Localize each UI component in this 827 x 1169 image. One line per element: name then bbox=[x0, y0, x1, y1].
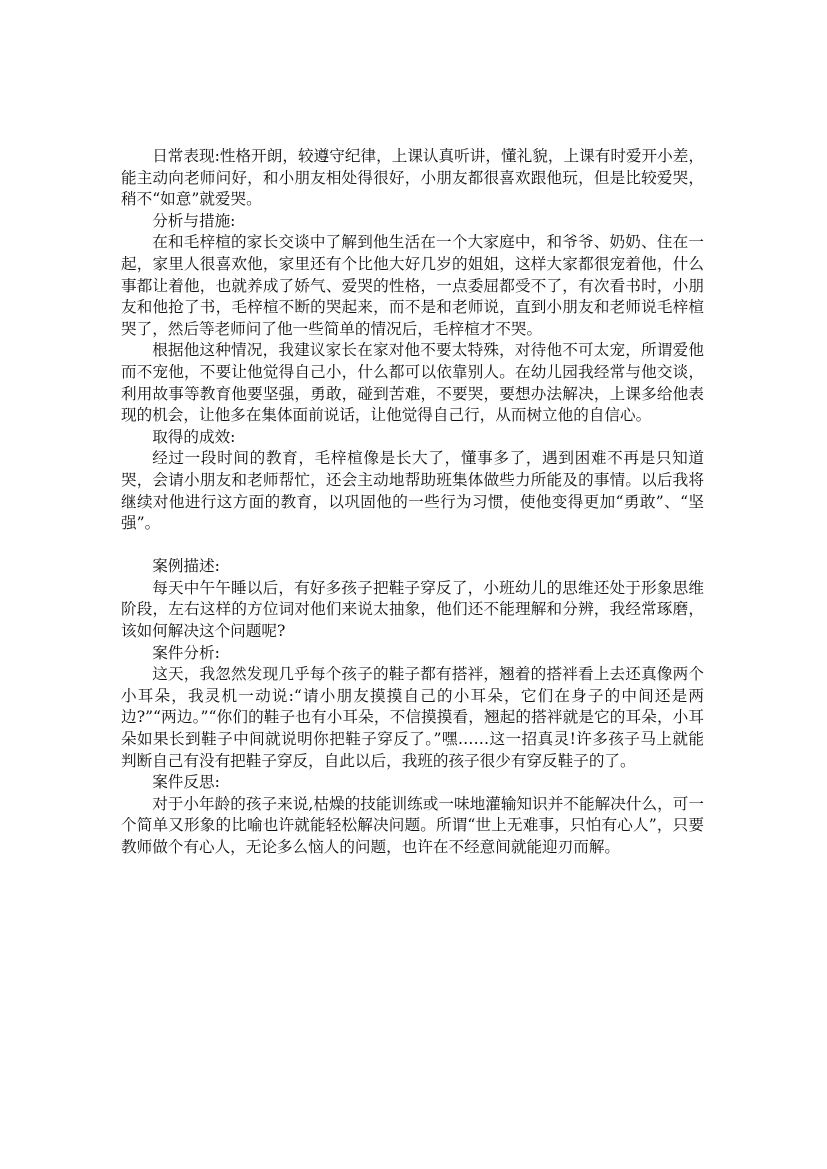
case-reflection-paragraph: 对于小年龄的孩子来说,枯燥的技能训练或一味地灌输知识并不能解决什么，可一个简单又形象的比喻也许就能轻松解决问题。所谓“世上无难事，只怕有心人”，只要教师做个有心人，无论多么恼人的问题，也许在不经意间就能迎刃而解。 bbox=[121, 794, 704, 856]
results-heading: 取得的成效: bbox=[152, 427, 236, 446]
case-analysis-paragraph: 这天，我忽然发现几乎每个孩子的鞋子都有搭袢，翘着的搭袢看上去还真像两个小耳朵，我灵机一动说:“请小朋友摸摸自己的小耳朵，它们在身子的中间还是两边?”“两边。”“你们的鞋子也有小耳朵，不信摸摸看，翘起的搭袢就是它的耳朵，小耳朵如果长到鞋子中间就说明你把鞋子穿反了。”嘿……这一招真灵!许多孩子马上就能判断自己有没有把鞋子穿反，自此以后，我班的孩子很少有穿反鞋子的了。 bbox=[121, 665, 704, 770]
analysis-paragraph-1: 在和毛梓楦的家长交谈中了解到他生活在一个大家庭中，和爷爷、奶奶、住在一起，家里人很喜欢他，家里还有个比他大好几岁的姐姐，这样大家都很宠着他，什么事都让着他，也就养成了娇气、爱哭的性格，一点委屈都受不了，有次看书时，小朋友和他抢了书，毛梓楦不断的哭起来，而不是和老师说，直到小朋友和老师说毛梓楦哭了，然后等老师问了他一些简单的情况后，毛梓楦才不哭。 bbox=[121, 233, 704, 338]
daily-behavior-paragraph: 日常表现:性格开朗，较遵守纪律，上课认真听讲，懂礼貌，上课有时爱开小差，能主动向老师问好，和小朋友相处得很好，小朋友都很喜欢跟他玩，但是比较爱哭，稍不“如意”就爱哭。 bbox=[121, 147, 704, 209]
case-reflection-heading: 案件反思: bbox=[152, 773, 220, 792]
section-spacer bbox=[121, 535, 704, 557]
case-two-section bbox=[121, 556, 704, 858]
case-one-section bbox=[121, 146, 704, 535]
case-analysis-heading: 案件分析: bbox=[152, 643, 220, 662]
document-page bbox=[121, 146, 704, 859]
results-paragraph: 经过一段时间的教育，毛梓楦像是长大了，懂事多了，遇到困难不再是只知道哭，会请小朋友和老师帮忙，还会主动地帮助班集体做些力所能及的事情。以后我将继续对他进行这方面的教育，以巩固他的一些行为习惯，使他变得更加“勇敢”、“坚强”。 bbox=[121, 449, 704, 533]
analysis-heading: 分析与措施: bbox=[152, 211, 236, 230]
analysis-paragraph-2: 根据他这种情况，我建议家长在家对他不要太特殊，对待他不可太宠，所谓爱他而不宠他，不要让他觉得自己小，什么都可以依靠别人。在幼儿园我经常与他交谈，利用故事等教育他要坚强，勇敢，碰到苦难，不要哭，要想办法解决，上课多给他表现的机会，让他多在集体面前说话，让他觉得自己行，从而树立他的自信心。 bbox=[121, 341, 704, 425]
case-description-paragraph: 每天中午午睡以后，有好多孩子把鞋子穿反了，小班幼儿的思维还处于形象思维阶段，左右这样的方位词对他们来说太抽象，他们还不能理解和分辨，我经常琢磨，该如何解决这个问题呢? bbox=[121, 578, 704, 641]
case-description-heading: 案例描述: bbox=[152, 557, 220, 576]
